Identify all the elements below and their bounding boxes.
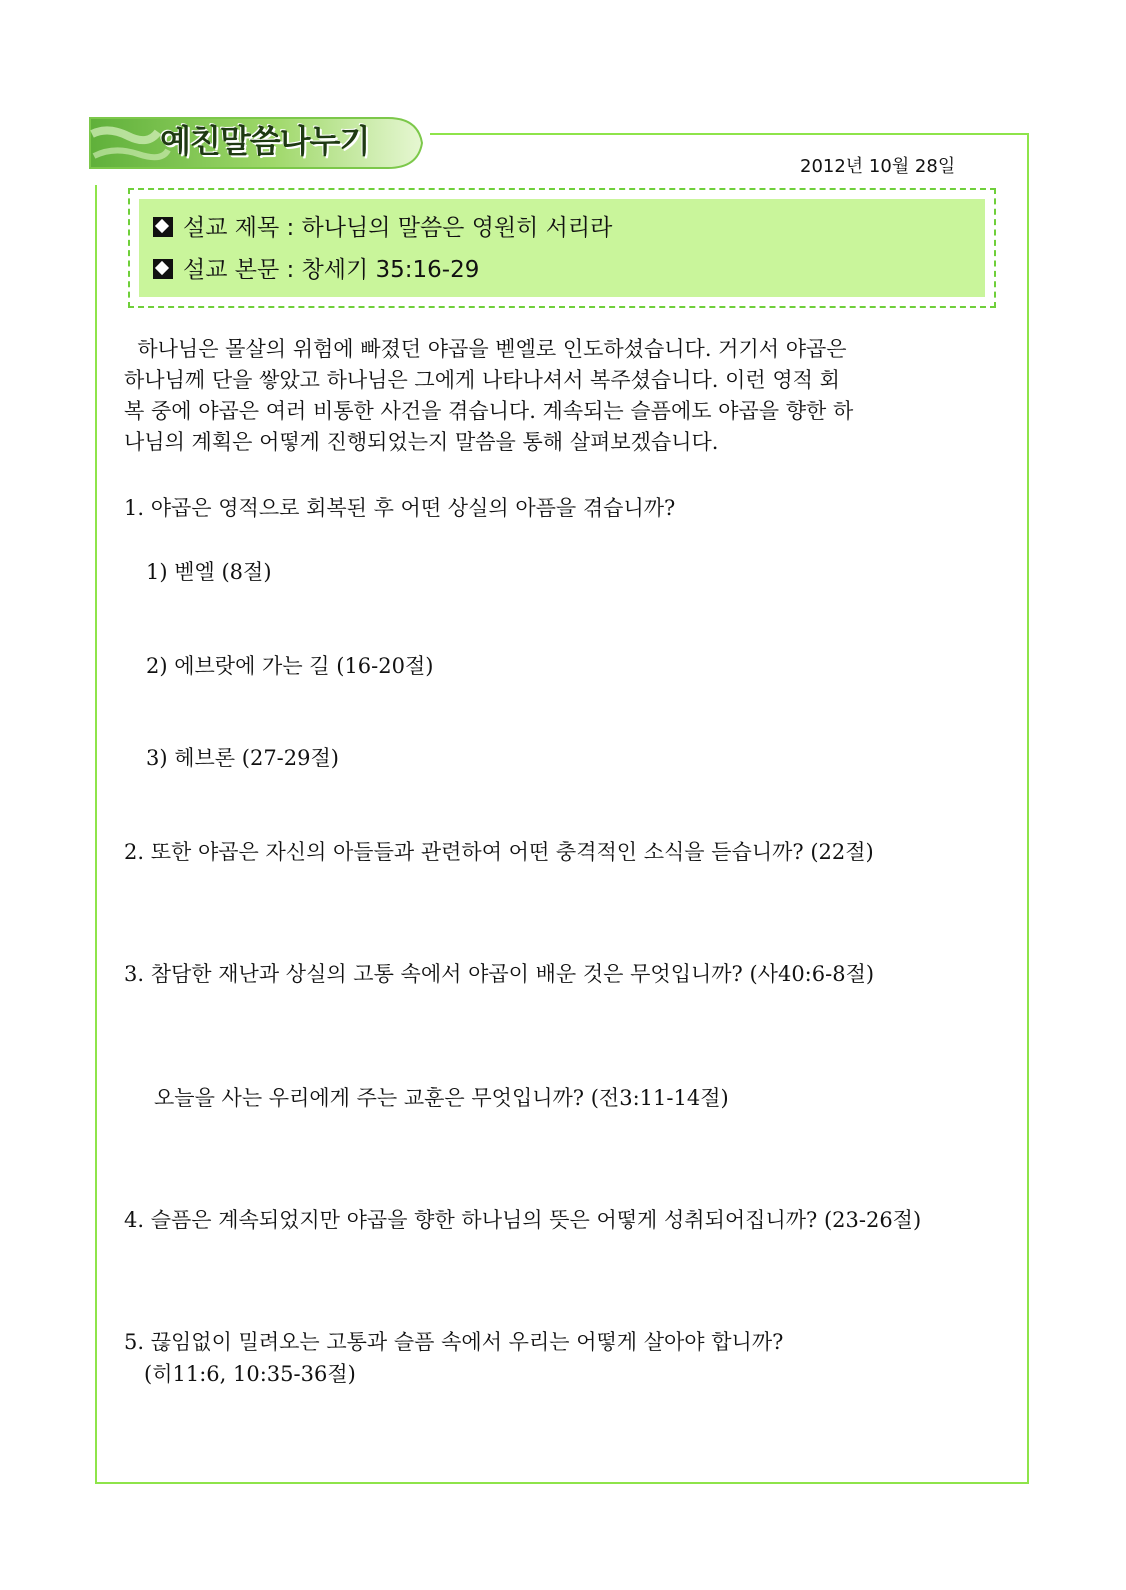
page-title: 예친말씀나누기: [160, 122, 370, 160]
diamond-bullet-icon: [153, 217, 173, 237]
diamond-bullet-icon: [153, 259, 173, 279]
intro-line: 하나님은 몰살의 위험에 빠졌던 야곱을 벧엘로 인도하셨습니다. 거기서 야곱은: [124, 337, 847, 361]
sermon-scripture: 설교 본문 : 창세기 35:16-29: [183, 257, 480, 283]
date-label: 2012년 10월 28일: [800, 156, 956, 177]
intro-paragraph: [124, 334, 1004, 458]
intro-line: 나님의 계획은 어떻게 진행되었는지 말씀을 통해 살펴보겠습니다.: [124, 430, 719, 454]
question-2: 2. 또한 야곱은 자신의 아들들과 관련하여 어떤 충격적인 소식을 듣습니까? (22절): [124, 840, 874, 864]
intro-line: 하나님께 단을 쌓았고 하나님은 그에게 나타나셔서 복주셨습니다. 이런 영적 회: [124, 368, 840, 392]
question-3: 3. 참담한 재난과 상실의 고통 속에서 야곱이 배운 것은 무엇입니까? (사40:6-8절): [124, 962, 875, 986]
question-5: 5. 끊임없이 밀려오는 고통과 슬픔 속에서 우리는 어떻게 살아야 합니까?: [124, 1330, 784, 1354]
question-1-sub-3: 3) 헤브론 (27-29절): [146, 746, 339, 770]
sermon-title-row: [153, 209, 612, 242]
question-1-sub-2: 2) 에브랏에 가는 길 (16-20절): [146, 654, 434, 678]
sermon-info-panel: [139, 199, 985, 297]
intro-line: 복 중에 야곱은 여러 비통한 사건을 겪습니다. 계속되는 슬픔에도 야곱을 향한 하: [124, 399, 854, 423]
question-3-sub: 오늘을 사는 우리에게 주는 교훈은 무엇입니까? (전3:11-14절): [154, 1086, 729, 1110]
sermon-title: 설교 제목 : 하나님의 말씀은 영원히 서리라: [183, 215, 613, 241]
question-4: 4. 슬픔은 계속되었지만 야곱을 향한 하나님의 뜻은 어떻게 성취되어집니까? (23-26절): [124, 1208, 922, 1232]
question-1-sub-1: 1) 벧엘 (8절): [146, 560, 272, 584]
question-1: 1. 야곱은 영적으로 회복된 후 어떤 상실의 아픔을 겪습니까?: [124, 496, 676, 520]
question-5-reference: (히11:6, 10:35-36절): [144, 1362, 356, 1386]
sermon-info-box: [128, 188, 996, 308]
sermon-text-row: [153, 251, 479, 284]
